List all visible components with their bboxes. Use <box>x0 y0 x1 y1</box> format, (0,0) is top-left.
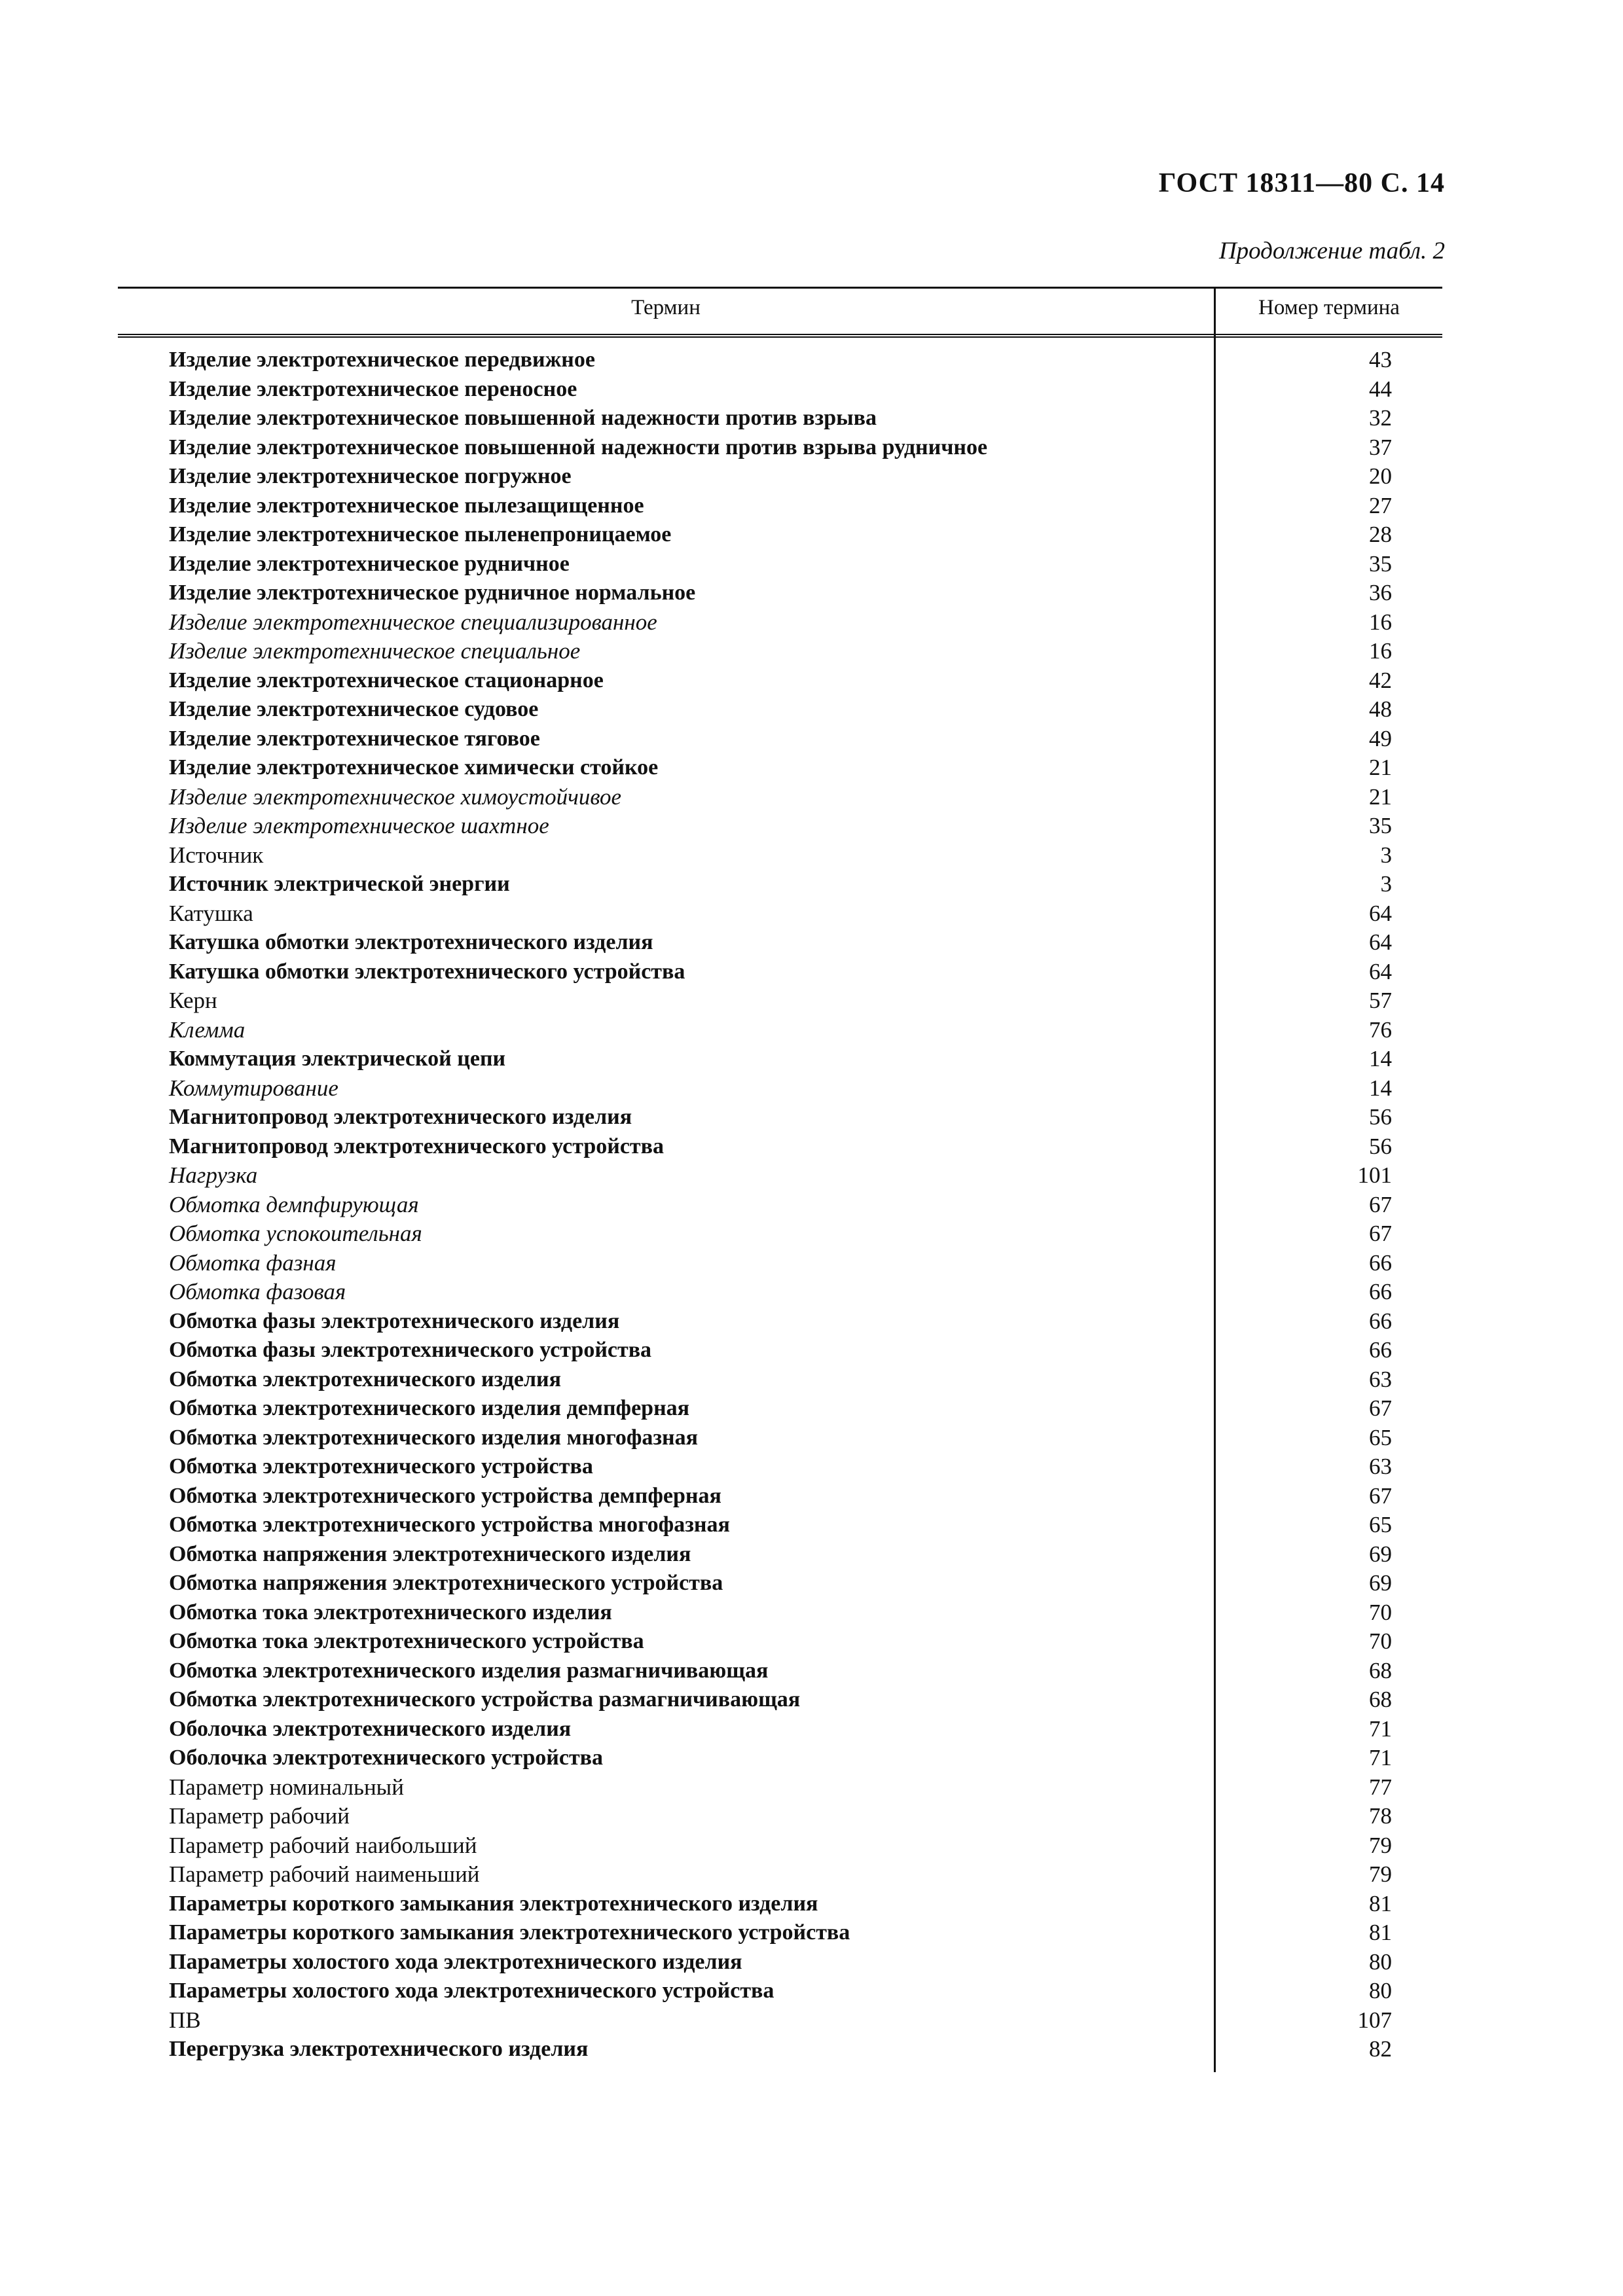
term-cell: Обмотка напряжения электротехнического устройства <box>169 1571 723 1595</box>
page-header: ГОСТ 18311—80 С. 14 <box>1158 168 1445 198</box>
table-row <box>118 1657 1442 1686</box>
term-number-cell: 80 <box>1369 1948 1392 1975</box>
term-cell: Параметр рабочий наибольший <box>169 1832 477 1858</box>
table-row <box>118 1918 1442 1948</box>
term-number-cell: 64 <box>1369 958 1392 984</box>
table-row <box>118 1948 1442 1977</box>
term-number-cell: 81 <box>1369 1890 1392 1916</box>
term-number-cell: 66 <box>1369 1249 1392 1276</box>
term-cell: Источник электрической энергии <box>169 872 510 896</box>
term-cell: Изделие электротехническое шахтное <box>169 813 549 838</box>
term-number-cell: 65 <box>1369 1512 1392 1537</box>
term-number-cell: 69 <box>1369 1570 1392 1596</box>
term-cell: Катушка обмотки электротехнического устройства <box>169 959 685 984</box>
term-cell: Обмотка фазы электротехнического изделия <box>169 1308 620 1333</box>
term-number-cell: 57 <box>1369 988 1392 1013</box>
term-number-cell: 68 <box>1369 1687 1392 1712</box>
term-number-cell: 66 <box>1369 1337 1392 1363</box>
term-number-cell: 16 <box>1369 638 1392 664</box>
term-cell: Обмотка фазовая <box>169 1279 346 1304</box>
term-number-cell: 48 <box>1369 696 1392 722</box>
term-number-cell: 71 <box>1369 1745 1392 1770</box>
table-row <box>118 1802 1442 1831</box>
term-cell: Параметры короткого замыкания электротехнического устройства <box>169 1920 850 1945</box>
term-number-cell: 66 <box>1369 1279 1392 1304</box>
term-cell: Обмотка фазы электротехнического устройства <box>169 1338 652 1362</box>
table-row <box>118 2006 1442 2036</box>
term-number-cell: 67 <box>1369 1395 1392 1421</box>
term-cell: Изделие электротехническое химически стойкое <box>169 755 659 780</box>
term-cell: Коммутирование <box>169 1075 338 1101</box>
term-cell: Коммутация электрической цепи <box>169 1047 506 1071</box>
term-number-cell: 76 <box>1369 1016 1392 1043</box>
term-cell: Обмотка электротехнического устройства <box>169 1454 593 1479</box>
table-row <box>118 1890 1442 1919</box>
table-row <box>118 725 1442 754</box>
term-cell: Изделие электротехническое рудничное нормальное <box>169 581 696 605</box>
table-row <box>118 433 1442 463</box>
table-row <box>118 899 1442 929</box>
table-row <box>118 1307 1442 1336</box>
term-cell: Параметр рабочий наименьший <box>169 1861 480 1887</box>
term-number-cell: 70 <box>1369 1628 1392 1654</box>
table-row <box>118 753 1442 783</box>
table-row <box>118 1103 1442 1132</box>
term-cell: Параметры короткого замыкания электротехнического изделия <box>169 1891 818 1916</box>
term-number-cell: 70 <box>1369 1599 1392 1625</box>
table-row <box>118 1394 1442 1424</box>
term-number-cell: 3 <box>1380 871 1392 897</box>
term-cell: Обмотка успокоительная <box>169 1221 422 1246</box>
table-row <box>118 404 1442 433</box>
table-row <box>118 1219 1442 1249</box>
term-number-cell: 81 <box>1369 1920 1392 1945</box>
term-cell: Магнитопровод электротехнического изделия <box>169 1105 632 1129</box>
term-number-cell: 37 <box>1369 434 1392 460</box>
term-cell: Параметр номинальный <box>169 1774 404 1800</box>
table-row <box>118 608 1442 637</box>
term-cell: Изделие электротехническое переносное <box>169 376 577 401</box>
term-cell: Обмотка электротехнического устройства размагничивающая <box>169 1687 801 1712</box>
term-cell: Перегрузка электротехнического изделия <box>169 2037 589 2061</box>
table-row <box>118 1424 1442 1453</box>
table-row <box>118 1452 1442 1482</box>
table-row <box>118 812 1442 841</box>
term-number-cell: 79 <box>1369 1832 1392 1858</box>
term-number-cell: 49 <box>1369 725 1392 751</box>
term-number-cell: 101 <box>1357 1162 1392 1188</box>
term-cell: Изделие электротехническое пыленепроницаемое <box>169 522 672 547</box>
term-number-cell: 16 <box>1369 609 1392 635</box>
term-number-cell: 44 <box>1369 376 1392 402</box>
table-row <box>118 1016 1442 1045</box>
term-number-cell: 42 <box>1369 667 1392 693</box>
term-cell: Изделие электротехническое пылезащищенное <box>169 493 644 518</box>
term-cell: Оболочка электротехнического устройства <box>169 1746 604 1770</box>
table-row <box>118 1773 1442 1803</box>
term-number-cell: 66 <box>1369 1308 1392 1334</box>
term-cell: Изделие электротехническое специализированное <box>169 609 657 635</box>
term-cell: Обмотка электротехнического изделия размагничивающая <box>169 1658 769 1683</box>
term-cell: Изделие электротехническое судовое <box>169 697 539 721</box>
term-cell: Изделие электротехническое тяговое <box>169 726 540 751</box>
term-cell: Керн <box>169 988 217 1013</box>
table-row <box>118 1074 1442 1103</box>
term-number-cell: 71 <box>1369 1715 1392 1742</box>
table-row <box>118 783 1442 812</box>
table-row <box>118 1569 1442 1598</box>
table-row <box>118 1511 1442 1540</box>
term-number-cell: 68 <box>1369 1657 1392 1683</box>
term-cell: Параметры холостого хода электротехнического изделия <box>169 1949 742 1974</box>
term-number-cell: 78 <box>1369 1803 1392 1829</box>
table-row <box>118 870 1442 899</box>
table-row <box>118 492 1442 521</box>
table-row <box>118 1627 1442 1657</box>
table-row <box>118 1278 1442 1307</box>
column-header-number: Номер термина <box>1258 296 1400 319</box>
term-cell: Параметры холостого хода электротехнического устройства <box>169 1979 775 2003</box>
table-row <box>118 1482 1442 1511</box>
table-row <box>118 1540 1442 1570</box>
term-number-cell: 14 <box>1369 1075 1392 1101</box>
term-number-cell: 63 <box>1369 1366 1392 1392</box>
table-row <box>118 1831 1442 1861</box>
table-row <box>118 1977 1442 2006</box>
table-top-rule <box>118 287 1442 289</box>
table-row <box>118 928 1442 958</box>
term-cell: Обмотка электротехнического устройства многофазная <box>169 1513 730 1537</box>
term-number-cell: 79 <box>1369 1861 1392 1887</box>
term-cell: Обмотка демпфирующая <box>169 1191 419 1217</box>
term-cell: Изделие электротехническое повышенной надежности против взрыва рудничное <box>169 435 988 459</box>
table-row <box>118 1860 1442 1890</box>
table-row <box>118 958 1442 987</box>
table-row <box>118 637 1442 666</box>
term-number-cell: 43 <box>1369 347 1392 372</box>
term-cell: Изделие электротехническое повышенной надежности против взрыва <box>169 406 877 430</box>
term-number-cell: 67 <box>1369 1221 1392 1246</box>
table-row <box>118 550 1442 579</box>
term-cell: Изделие электротехническое химоустойчивое <box>169 783 622 810</box>
term-cell: Нагрузка <box>169 1162 258 1188</box>
term-cell: Изделие электротехническое рудничное <box>169 551 570 576</box>
term-cell: Обмотка электротехнического изделия многофазная <box>169 1425 699 1450</box>
term-cell: ПВ <box>169 2007 201 2033</box>
table-row <box>118 2035 1442 2064</box>
term-cell: Обмотка тока электротехнического изделия <box>169 1600 612 1624</box>
term-number-cell: 20 <box>1369 463 1392 489</box>
term-number-cell: 56 <box>1369 1133 1392 1159</box>
table-row <box>118 346 1442 375</box>
term-cell: Изделие электротехническое передвижное <box>169 348 595 372</box>
table-row <box>118 1161 1442 1191</box>
term-number-cell: 80 <box>1369 1978 1392 2003</box>
term-number-cell: 67 <box>1369 1482 1392 1509</box>
term-cell: Параметр рабочий <box>169 1803 350 1829</box>
term-number-cell: 21 <box>1369 783 1392 810</box>
table-row <box>118 1744 1442 1773</box>
table-row <box>118 1336 1442 1365</box>
table-row <box>118 1365 1442 1395</box>
term-number-cell: 107 <box>1357 2007 1392 2033</box>
term-cell: Катушка <box>169 900 253 926</box>
term-cell: Обмотка электротехнического изделия <box>169 1367 562 1391</box>
term-cell: Клемма <box>169 1016 246 1043</box>
table-row <box>118 695 1442 725</box>
column-header-term: Термин <box>631 296 701 319</box>
term-cell: Изделие электротехническое специальное <box>169 638 581 664</box>
term-number-cell: 3 <box>1380 842 1392 868</box>
term-cell: Источник <box>169 842 264 868</box>
term-number-cell: 69 <box>1369 1541 1392 1567</box>
table-row <box>118 1191 1442 1220</box>
term-cell: Обмотка электротехнического устройства демпферная <box>169 1483 721 1508</box>
table-row <box>118 1685 1442 1715</box>
terms-table <box>118 287 1442 2072</box>
table-row <box>118 666 1442 696</box>
table-row <box>118 1132 1442 1162</box>
term-number-cell: 82 <box>1369 2036 1392 2062</box>
table-row <box>118 841 1442 870</box>
term-number-cell: 21 <box>1369 755 1392 780</box>
term-number-cell: 64 <box>1369 929 1392 955</box>
term-number-cell: 27 <box>1369 492 1392 518</box>
term-number-cell: 35 <box>1369 813 1392 838</box>
term-cell: Оболочка электротехнического изделия <box>169 1716 572 1741</box>
term-cell: Изделие электротехническое погружное <box>169 464 572 488</box>
term-number-cell: 36 <box>1369 580 1392 605</box>
table-row <box>118 579 1442 608</box>
term-number-cell: 32 <box>1369 405 1392 431</box>
table-continuation-label: Продолжение табл. 2 <box>1218 238 1445 264</box>
table-row <box>118 520 1442 550</box>
term-number-cell: 65 <box>1369 1424 1392 1450</box>
table-row <box>118 1598 1442 1628</box>
table-row <box>118 1249 1442 1278</box>
term-cell: Обмотка напряжения электротехнического изделия <box>169 1541 691 1566</box>
term-cell: Магнитопровод электротехнического устройства <box>169 1134 664 1158</box>
term-number-cell: 67 <box>1369 1191 1392 1217</box>
term-number-cell: 28 <box>1369 522 1392 547</box>
term-number-cell: 64 <box>1369 900 1392 926</box>
term-cell: Обмотка электротехнического изделия демпферная <box>169 1396 690 1420</box>
table-body <box>118 346 1442 2064</box>
term-number-cell: 14 <box>1369 1046 1392 1071</box>
term-number-cell: 35 <box>1369 550 1392 577</box>
table-header-rule <box>118 334 1442 338</box>
table-row <box>118 1045 1442 1074</box>
table-row <box>118 375 1442 404</box>
term-cell: Обмотка фазная <box>169 1249 337 1276</box>
term-number-cell: 77 <box>1369 1774 1392 1800</box>
term-number-cell: 63 <box>1369 1454 1392 1479</box>
term-cell: Катушка обмотки электротехнического изделия <box>169 930 653 954</box>
term-cell: Изделие электротехническое стационарное <box>169 668 604 692</box>
table-row <box>118 986 1442 1016</box>
table-row <box>118 1715 1442 1744</box>
term-cell: Обмотка тока электротехнического устройства <box>169 1629 644 1653</box>
table-row <box>118 462 1442 492</box>
term-number-cell: 56 <box>1369 1104 1392 1130</box>
